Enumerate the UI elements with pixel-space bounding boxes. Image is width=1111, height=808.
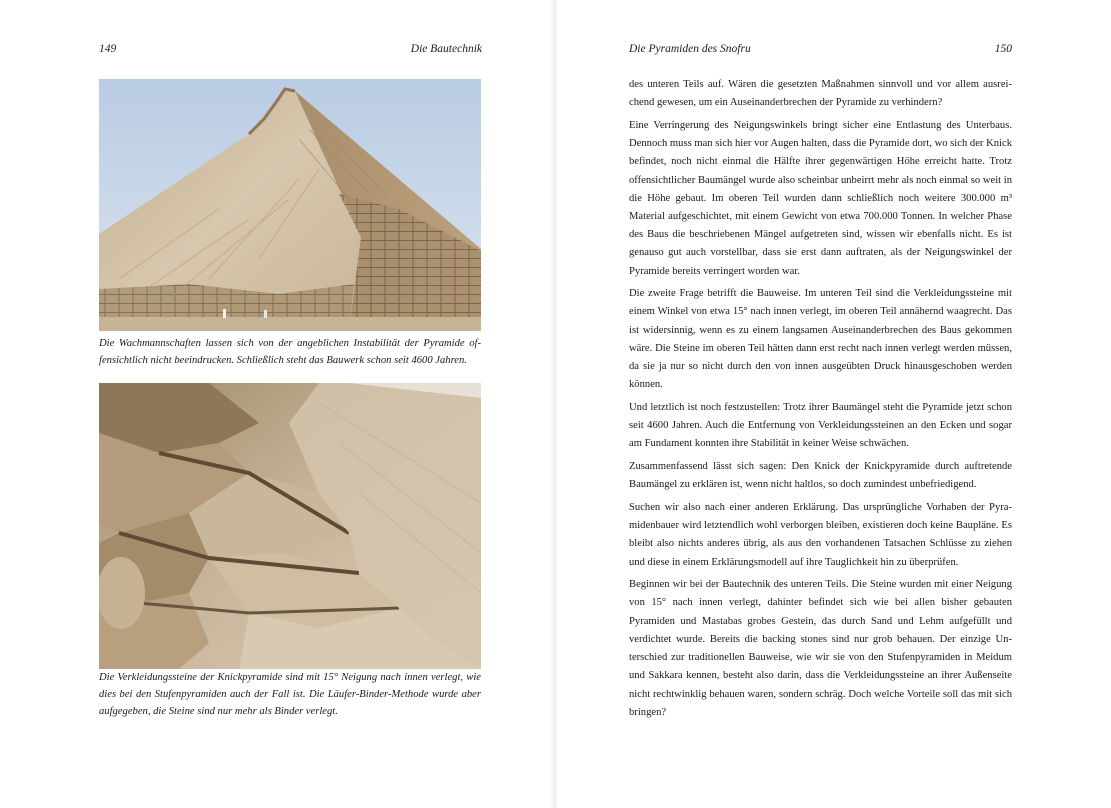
running-title: Die Pyramiden des Snofru	[629, 43, 751, 55]
page-number: 149	[99, 43, 117, 55]
left-page	[0, 0, 555, 808]
paragraph: Suchen wir also nach einer anderen Erklärung. Das ursprüngliche Vorhaben der Pyramidenbauer wird letztendlich wohl verborgen bleiben, existieren doch keine Baupläne. Es bleibt also nichts anderes übrig, als aus den vorhandenen Tatsachen Schlüsse zu ziehen und diese in einem Erklärungsmodell auf ihre Tauglichkeit hin zu überprüfen.	[629, 501, 1012, 568]
page-number: 150	[994, 43, 1012, 55]
paragraph: des unteren Teils auf. Wären die gesetzten Maßnahmen sinnvoll und vor allem ausreichend gewesen, um ein Auseinanderbrechen der Pyramide zu verhindern?	[629, 79, 1012, 109]
body-text	[629, 76, 1012, 726]
right-page	[557, 0, 1111, 808]
figure-caption: Die Wachmannschaften lassen sich von der angeblichen Instabilität der Pyramide offensichtlich nicht beeindrucken. Schließlich steht das Bauwerk schon seit 4600 Jahren.	[99, 338, 481, 366]
casing-stones-photo	[99, 383, 481, 669]
paragraph: Und letztlich ist noch festzustellen: Trotz ihrer Baumängel steht die Pyramide jetzt schon seit 4600 Jahren. Auch die Entfernung von Verkleidungssteinen an den Ecken und sogar am Fundament konnten ihre Stabilität in keiner Weise schwächen.	[629, 401, 1012, 450]
running-title: Die Bautechnik	[410, 43, 482, 55]
paragraph: Die zweite Frage betrifft die Bauweise. Im unteren Teil sind die Verkleidungssteine mit einem Winkel von etwa 15° nach innen verlegt, im oberen Teil annähernd waagrecht. Das ist widersinnig, wenn es zu einem langsamen Auseinanderbrechen des Baus gekommen wäre. Die Steine im oberen Teil hätten dann erst recht nach innen verlegt werden müssen, da sie ja nur so nicht durch den von innen ausgeübten Druck hinausgeschoben werden können.	[629, 288, 1012, 391]
paragraph: Eine Verringerung des Neigungswinkels bringt sicher eine Entlastung des Unterbaus. Dennoch muss man sich hier vor Augen halten, dass die Pyramide dort, wo sich der Knick befindet, noch nicht einmal die Hälfte ihrer gegenwärtigen Höhe erreicht hatte. Trotz offensichtlicher Baumängel wurde also scheinbar unbeirrt mehr als noch einmal so weit in die Höhe gebaut. Im oberen Teil wurden dann schließlich noch weitere 300.000 m³ Material aufgeschichtet, mit einem Gewicht von etwa 700.000 Tonnen. In welcher Phase des Baus die beschriebenen Mängel aufgetreten sind, wissen wir ebenfalls nicht. Es ist genauso gut auch vorstellbar, dass sie erst dann auftraten, als der Neigungswinkel der Pyramide bereits verringert worden war.	[629, 119, 1012, 277]
paragraph: Zusammenfassend lässt sich sagen: Den Knick der Knickpyramide durch auftretende Baumängel zu erklären ist, wenn nicht haltlos, so doch zumindest unbefriedigend.	[629, 461, 1012, 491]
bent-pyramid-photo	[99, 79, 481, 331]
paragraph: Beginnen wir bei der Bautechnik des unteren Teils. Die Steine wurden mit einer Neigung von 15° nach innen verlegt, dahinter befindet sich wie bei allen bisher gebauten Pyramiden und Mastabas grobes Gestein, das durch Sand und Lehm aufgefüllt und verdichtet wurde. Bereits die backing stones sind nur grob behauen. Der einzige Unterschied zur traditionellen Bauweise, wie wir sie von den Stufenpyramiden in Meidum und Sakkara kennen, besteht also darin, dass die Verkleidungssteine an ihrer Außenseite nicht rechtwinklig behauen waren, sondern schräg. Doch welche Vorteile soll das mit sich bringen?	[629, 579, 1012, 718]
figure-caption: Die Verkleidungssteine der Knickpyramide sind mit 15° Neigung nach innen verlegt, wie dies bei den Stufenpyramiden auch der Fall ist. Die Läufer-Binder-Methode wurde aber aufgegeben, die Steine sind nur mehr als Binder verlegt.	[99, 672, 481, 717]
